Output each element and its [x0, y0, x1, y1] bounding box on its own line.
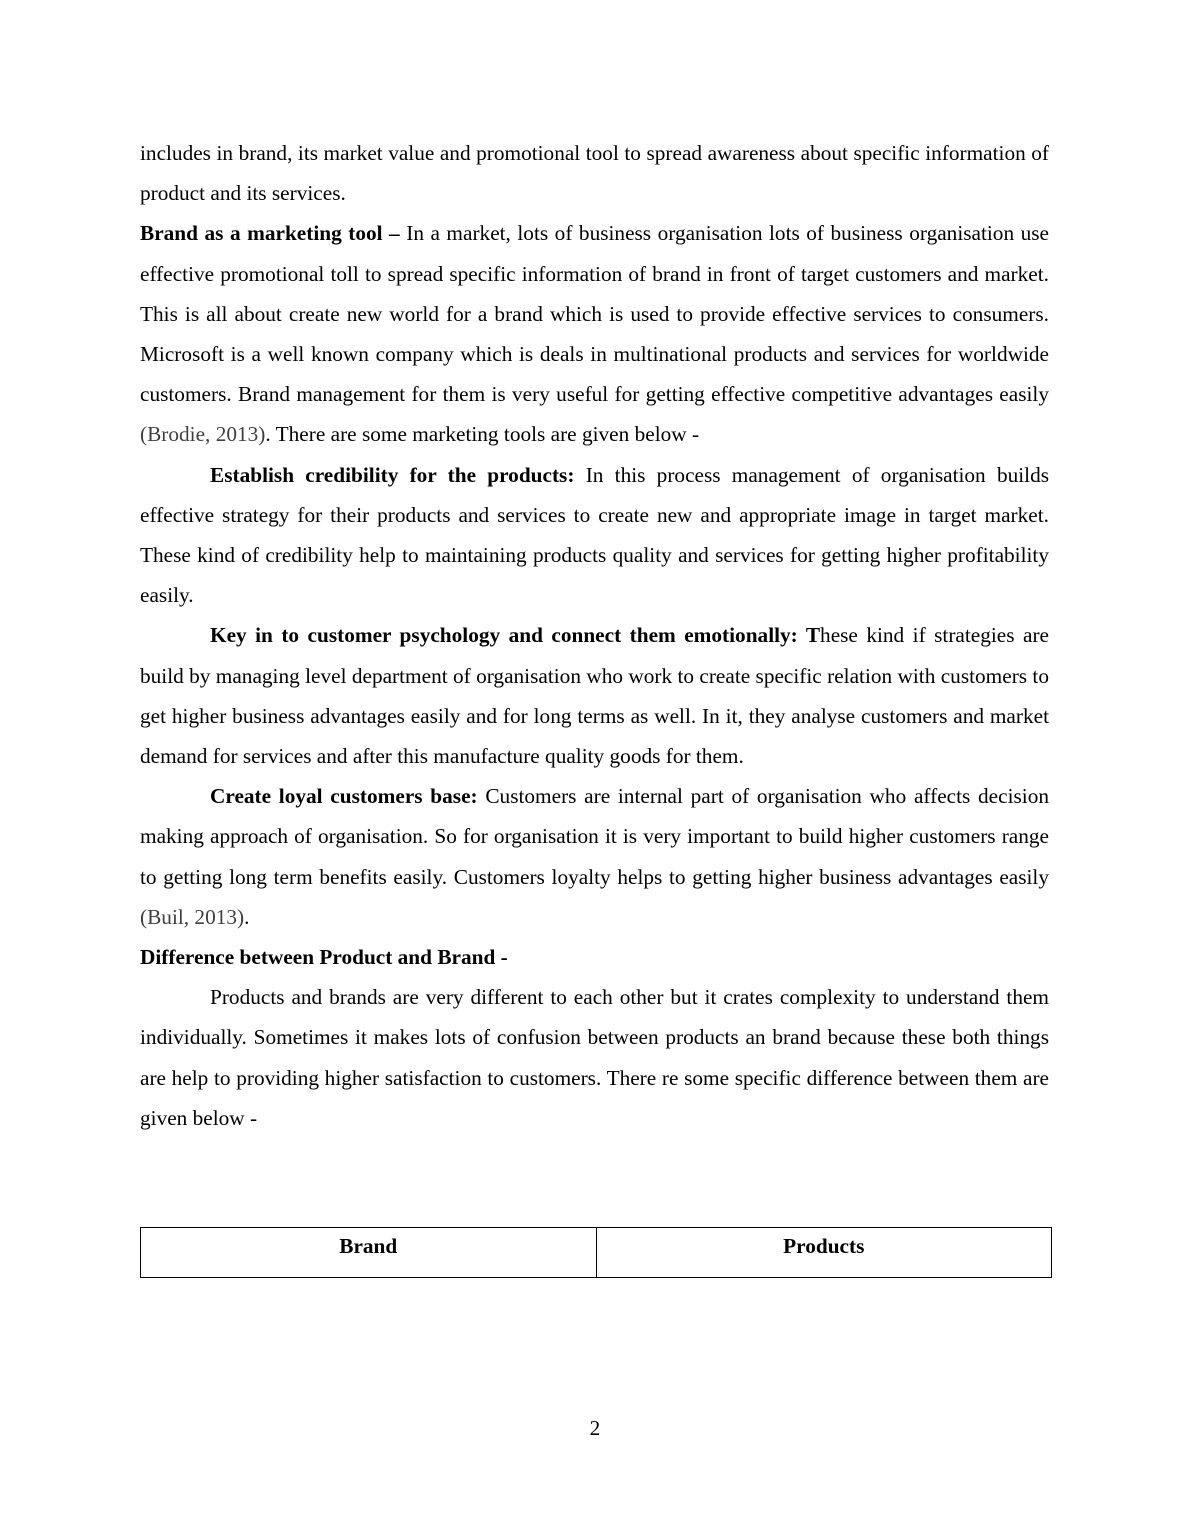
- citation-brodie: (Brodie, 2013): [140, 422, 266, 447]
- difference-body: Products and brands are very different to each other but it crates complexity to understand them individually. Sometimes it makes lots of confusion between products an brand because these both things are help to providing higher satisfaction to customers. There re some specific difference between them are given below -: [140, 985, 1049, 1130]
- brand-tool-heading: Brand as a marketing tool –: [140, 221, 400, 246]
- brand-tool-tail: . There are some marketing tools are given below -: [265, 422, 700, 447]
- difference-paragraph: [140, 977, 1049, 1138]
- psychology-paragraph: [140, 615, 1049, 776]
- psychology-body: hese kind if strategies are build by managing level department of organisation who work to create specific relation with customers to get higher business advantages easily and for long terms as well. In it, they analyse customers and market demand for services and after this manufacture quality goods for them.: [140, 623, 1049, 769]
- loyal-heading: Create loyal customers base:: [210, 784, 478, 809]
- brand-tool-paragraph: [140, 213, 1049, 454]
- citation-buil: (Buil, 2013): [140, 904, 245, 929]
- comparison-table: [140, 1227, 1052, 1278]
- page-number: 2: [589, 1416, 601, 1440]
- credibility-paragraph: [140, 455, 1049, 616]
- intro-text: includes in brand, its market value and promotional tool to spread awareness about specific information of product and its services.: [140, 141, 1049, 206]
- table-header-products: Products: [596, 1228, 1052, 1278]
- brand-tool-body: In a market, lots of business organisation lots of business organisation use effective promotional toll to spread specific information of brand in front of target customers and market. This is all about create new world for a brand which is used to provide effective services to consumers. Microsoft is a well known company which is deals in multinational products and services for worldwide customers. Brand management for them is very useful for getting effective competitive advantages easily: [140, 221, 1050, 407]
- loyal-paragraph: [140, 776, 1049, 937]
- loyal-tail: .: [244, 904, 250, 929]
- difference-heading: Difference between Product and Brand -: [140, 945, 508, 970]
- page-body: [140, 133, 1049, 1138]
- table-header-brand: Brand: [141, 1228, 597, 1278]
- credibility-body: In this process management of organisation builds effective strategy for their products and services to create new and appropriate image in target market. These kind of credibility help to maintaining products quality and services for getting higher profitability easily.: [140, 462, 1050, 608]
- intro-paragraph: [140, 133, 1049, 213]
- table-header-row: [141, 1228, 1052, 1278]
- credibility-heading: Establish credibility for the products:: [210, 462, 575, 487]
- loyal-body: Customers are internal part of organisation who affects decision making approach of organisation. So for organisation it is very important to build higher customers range to getting long term benefits easily. Customers loyalty helps to getting higher business advantages easily: [140, 784, 1049, 889]
- psychology-heading: Key in to customer psychology and connect them emotionally: T: [210, 623, 821, 648]
